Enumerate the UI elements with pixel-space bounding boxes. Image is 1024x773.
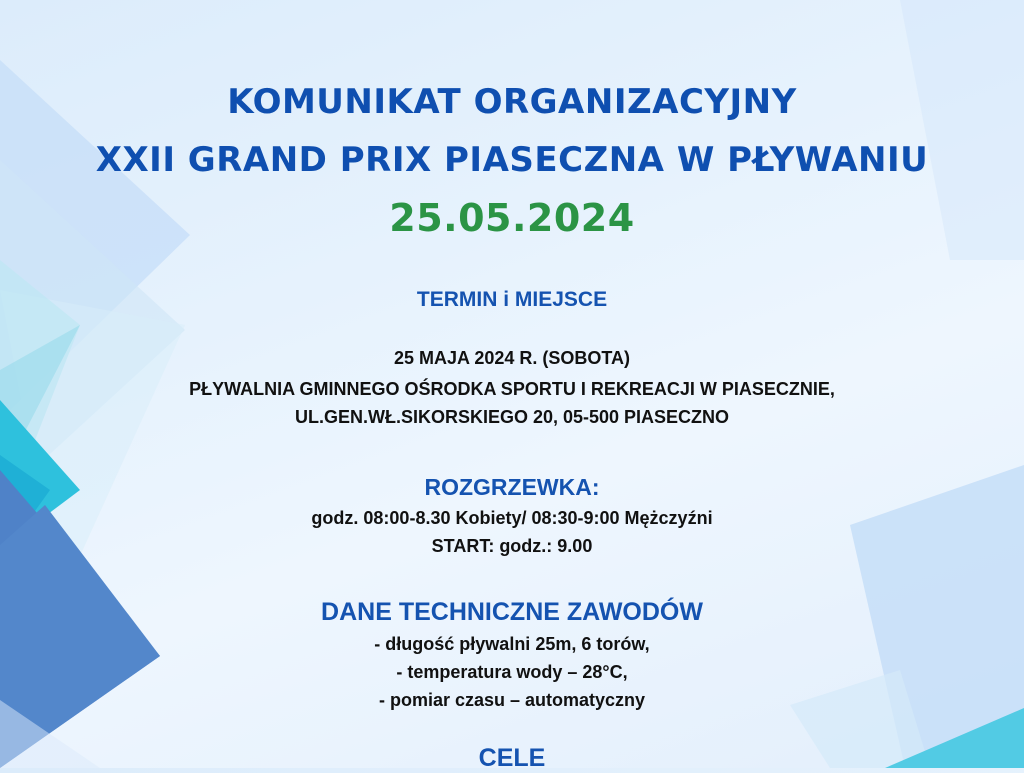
- title-line-1: KOMUNIKAT ORGANIZACYJNY: [227, 82, 797, 122]
- rozgrzewka-line: godz. 08:00-8.30 Kobiety/ 08:30-9:00 Mężczyźni: [311, 508, 713, 528]
- dane-line: - temperatura wody – 28°C,: [396, 662, 628, 682]
- section-heading-termin: TERMIN i MIEJSCE: [416, 288, 608, 311]
- section-heading-rozgrzewka: ROZGRZEWKA:: [424, 474, 600, 500]
- event-date: 25.05.2024: [389, 196, 635, 240]
- rozgrzewka-line: START: godz.: 9.00: [431, 536, 593, 556]
- section-heading-cele: CELE: [478, 744, 546, 772]
- section-heading-dane: DANE TECHNICZNE ZAWODÓW: [321, 598, 703, 626]
- dane-line: - pomiar czasu – automatyczny: [378, 690, 646, 710]
- termin-line: PŁYWALNIA GMINNEGO OŚRODKA SPORTU I REKREACJI W PIASECZNIE,: [189, 379, 835, 399]
- title-line-2: XXII GRAND PRIX PIASECZNA W PŁYWANIU: [95, 140, 929, 180]
- termin-line: 25 MAJA 2024 R. (SOBOTA): [393, 348, 631, 368]
- dane-line: - długość pływalni 25m, 6 torów,: [374, 634, 650, 654]
- termin-line: UL.GEN.WŁ.SIKORSKIEGO 20, 05-500 PIASECZNO: [294, 407, 730, 427]
